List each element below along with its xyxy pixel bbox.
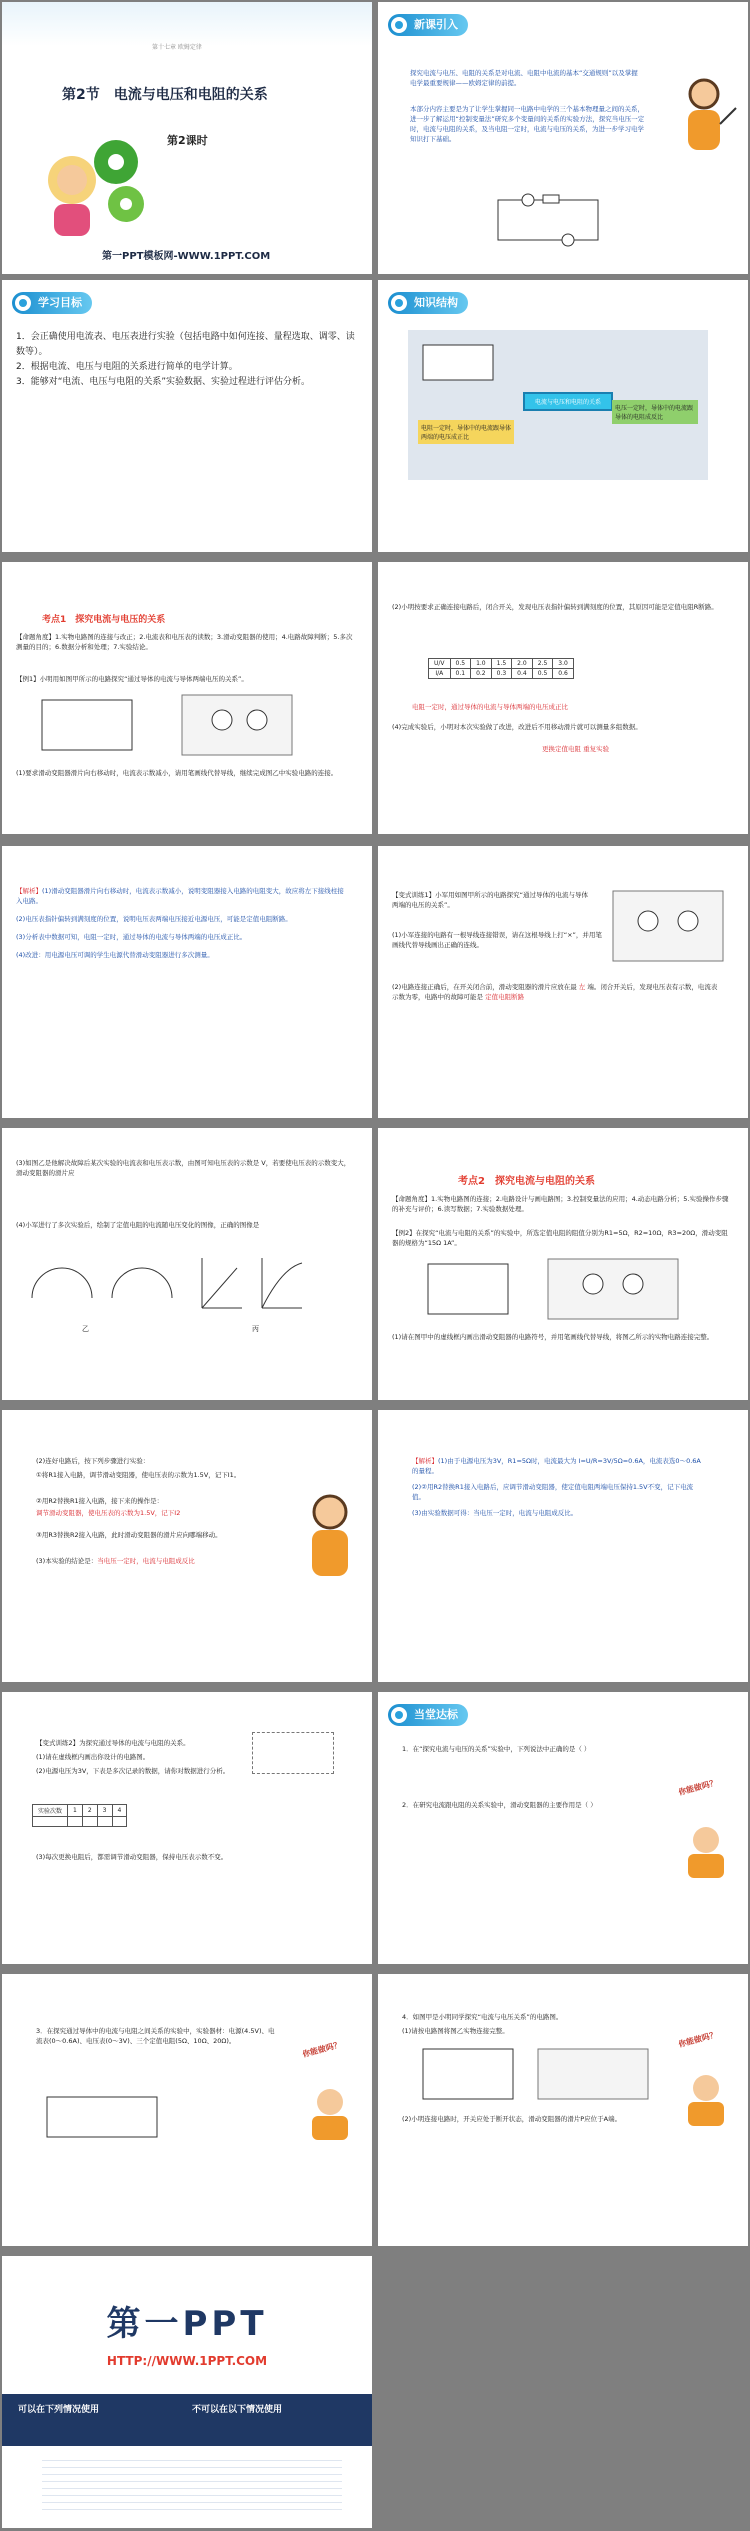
- can-you-do-it-stamp: 你能做吗？: [677, 2029, 719, 2050]
- circuit-figure: [42, 2092, 162, 2142]
- table-cell: [82, 1817, 97, 1827]
- step-3: ③用R3替换R2接入电路，此时滑动变阻器的滑片应向哪端移动。: [36, 1531, 222, 1539]
- slide-title: [2, 2, 372, 274]
- question-1: (1)请在图甲中的虚线框内画出滑动变阻器的电路符号，并用笔画线代替导线，将图乙所示的实物电路连接完整。: [392, 1333, 714, 1341]
- section-header: [388, 1704, 468, 1726]
- slide-topic2-steps: [2, 1410, 372, 1682]
- question-4: 4．如图甲是小明同学探究“电流与电压关系”的电路图。: [402, 2013, 563, 2021]
- brand-logo: 第一PPT: [106, 2304, 268, 2344]
- question-2: (2)小明按要求正确连接电路后，闭合开关，发现电压表指针偏转到满刻度的位置，其原因可能是定值电阻R断路。: [392, 603, 718, 611]
- table-cell: [33, 1817, 68, 1827]
- mindmap-panel: [408, 330, 708, 480]
- topic-title: 考点2 探究电流与电阻的关系: [458, 1176, 595, 1187]
- analysis-p1: [398, 1456, 718, 1476]
- header-label: 知识结构: [414, 296, 458, 309]
- brand-url: HTTP://WWW.1PPT.COM: [106, 2354, 268, 2368]
- table-cell: 1.5: [491, 659, 512, 669]
- analysis-p3: (3)由实验数据可得：当电压一定时，电流与电阻成反比。: [412, 1509, 578, 1517]
- teacher-illustration: [678, 74, 738, 164]
- question-3: (3)本实验的结论是：: [36, 1557, 98, 1565]
- table-row: [33, 1805, 127, 1817]
- slide-variant-1: [378, 846, 748, 1118]
- slide-objectives: [2, 280, 372, 552]
- figure-label-yi: 乙: [82, 1325, 89, 1333]
- topic-title: 考点1 探究电流与电压的关系: [42, 615, 166, 625]
- slide-topic1-data: [378, 562, 748, 834]
- slide-intro: [378, 2, 748, 274]
- table-row: [33, 1817, 127, 1827]
- answer-red: 更换定值电阻 重复实验: [542, 745, 610, 753]
- variant-title: 【变式训练2】为探究通过导体的电流与电阻的关系。: [36, 1739, 190, 1747]
- question-1: (1)请在虚线框内画出你设计的电路图。: [36, 1753, 150, 1761]
- question-2: (2)电路连接正确后，在开关闭合前，滑动变阻器的滑片应放在最: [392, 983, 577, 991]
- circuit-sketch-box: [252, 1732, 334, 1774]
- question-2: (2)电源电压为3V，下表是多次记录的数据，请你对数据进行分析。: [36, 1767, 230, 1775]
- slide-variant-2: [2, 1692, 372, 1964]
- header-label: 当堂达标: [414, 1708, 458, 1721]
- question-1: (1)小军连接的电路有一根导线连接错误，请在这根导线上打“×”，并用笔画线代替导线画出正确的连线。: [392, 931, 602, 949]
- table-row: [429, 659, 574, 669]
- brand-text: 第一PPT模板网-WWW.1PPT.COM: [102, 251, 271, 262]
- example-text: 【例2】在探究“电流与电阻的关系”的实验中，所选定值电阻的阻值分别为R1=5Ω，R2=10Ω，R3=20Ω，滑动变阻器的规格为“15Ω 1A”。: [392, 1229, 728, 1247]
- question-3: (3)每次更换电阻后，都需调节滑动变阻器，保持电压表示数不变。: [36, 1853, 228, 1861]
- intro-paragraph-2: 本部分内容主要是为了让学生掌握同一电路中电学的三个基本物理量之间的关系，进一步了解运用“控制变量法”研究多个变量间的关系的实验方法，探究当电压一定时，电流与电阻的关系，及当电阻一定时，电流与电压的关系，为进一步学习电学知识打下基础。: [410, 105, 645, 143]
- bullet-icon: [391, 295, 407, 311]
- section-header: [12, 292, 92, 314]
- question-1: 1．在“探究电流与电压的关系”实验中，下列说法中正确的是（ ）: [402, 1745, 591, 1753]
- question-4: (4)完成实验后，小明对本次实验做了改进，改进后不用移动滑片就可以测量多组数据。: [392, 723, 642, 731]
- data-table: [32, 1804, 127, 1827]
- question-2-row: [378, 982, 736, 1002]
- mindmap-left: 电阻一定时，导体中的电流跟导体两端的电压成正比: [418, 420, 514, 444]
- slide-topic2: [378, 1128, 748, 1400]
- objective-item: 1．会正确使用电流表、电压表进行实验（包括电路中如何连接、量程选取、调零、读数等）。: [16, 332, 355, 357]
- answer-1: 左: [578, 983, 586, 991]
- question-3: (3)如图乙是他解决故障后某次实验的电流表和电压表示数，由图可知电压表的示数是 V，若要使电压表的示数变大，滑动变阻器的滑片应: [16, 1159, 351, 1177]
- circuit-figures: [32, 690, 312, 760]
- table-cell: 4: [112, 1805, 127, 1817]
- slide-practice: [378, 1692, 748, 1964]
- table-cell: 2.5: [532, 659, 553, 669]
- analysis-p3: (3)分析表中数据可知，电阻一定时，通过导体的电流与导体两端的电压成正比。: [16, 933, 247, 941]
- table-cell: 0.1: [450, 669, 471, 679]
- table-cell: 0.4: [512, 669, 533, 679]
- slide-variant-1-cont: [2, 1128, 372, 1400]
- intro-paragraph: 探究电流与电压、电阻的关系是对电流、电阻中电流的基本“交通规则”以及掌握电学最重要规律——欧姆定律的前提。: [410, 69, 638, 87]
- analysis-p2: (2)②用R2替换R1接入电路后，应调节滑动变阻器，使定值电阻两端电压保持1.5V不变，记下电流值。: [412, 1483, 694, 1501]
- objective-item: 3．能够对“电流、电压与电阻的关系”实验数据、实验过程进行评估分析。: [16, 377, 311, 387]
- table-cell: 实验次数: [33, 1805, 68, 1817]
- header-label: 新课引入: [414, 18, 458, 31]
- table-cell: 1.0: [471, 659, 492, 669]
- gears-illustration: [36, 122, 146, 242]
- student-illustration: [678, 2070, 733, 2130]
- question-3: 3．在探究通过导体中的电流与电阻之间关系的实验中，实验器材：电源(4.5V)、电流表(0～0.6A)、电压表(0～3V)、三个定值电阻(5Ω、10Ω、20Ω)。: [36, 2027, 275, 2045]
- bullet-icon: [391, 17, 407, 33]
- question-2: 2．在研究电流跟电阻的关系实验中，滑动变阻器的主要作用是（ ）: [402, 1801, 597, 1809]
- table-cell: I/A: [429, 669, 451, 679]
- link-list: [42, 2454, 342, 2514]
- can-use-title: 可以在下列情况使用: [18, 2405, 100, 2415]
- data-table: [428, 658, 574, 679]
- table-cell: 0.3: [491, 669, 512, 679]
- analysis-p1: [2, 886, 362, 906]
- table-cell: 0.6: [553, 669, 574, 679]
- slide-topic1: [2, 562, 372, 834]
- circuit-figures: [418, 2044, 658, 2104]
- slide-practice-4: [378, 1974, 748, 2246]
- table-cell: 3.0: [553, 659, 574, 669]
- question-3: 端。闭合开关后，发现电压表有示数，电流表示数为零，电路中的故障可能是: [392, 983, 718, 1001]
- bullet-icon: [15, 295, 31, 311]
- figure-label-bing: 丙: [252, 1325, 259, 1333]
- analysis-label: 【解析】: [412, 1457, 438, 1465]
- analysis-p2: (2)电压表指针偏转到满刻度的位置，说明电压表两端电压接近电源电压，可能是定值电阻断路。: [16, 915, 292, 923]
- slide-subtitle: 第2课时: [167, 134, 208, 147]
- variant-title: 【变式训练1】小军用如图甲所示的电路探究“通过导体的电流与导体两端的电压的关系”。: [392, 891, 589, 909]
- slide-knowledge-structure: [378, 280, 748, 552]
- example-text: 【例1】小明用如图甲所示的电路探究“通过导体的电流与导体两端电压的关系”。: [16, 675, 248, 683]
- mindmap-center: 电流与电压和电阻的关系: [523, 392, 613, 411]
- series-tag: 第十七章 欧姆定律: [152, 44, 202, 51]
- table-cell: 0.5: [532, 669, 553, 679]
- table-cell: U/V: [429, 659, 451, 669]
- topic-intro: 【命题角度】1.实物电路图的连接；2.电路设计与画电路图；3.控制变量法的应用；4.动态电路分析；5.实验操作步骤的补充与评价；6.读写数据；7.实验数据处理。: [392, 1195, 729, 1213]
- topic-intro: 【命题角度】1.实物电路图的连接与改正；2.电流表和电压表的读数；3.滑动变阻器的使用；4.电路故障判断；5.多次测量的目的；6.数据分析和处理；7.实验结论。: [16, 633, 353, 651]
- header-label: 学习目标: [38, 296, 82, 309]
- slide-analysis-2: [378, 1410, 748, 1682]
- step-1: ①将R1接入电路，调节滑动变阻器，使电压表的示数为1.5V，记下I1。: [36, 1471, 241, 1479]
- table-cell: [97, 1817, 112, 1827]
- table-cell: [112, 1817, 127, 1827]
- bullet-icon: [391, 1707, 407, 1723]
- usage-bar: [2, 2394, 372, 2446]
- analysis-label: 【解析】: [16, 887, 42, 895]
- table-cell: 3: [97, 1805, 112, 1817]
- mindmap-circuit: [418, 340, 498, 385]
- meter-and-graph-figures: [22, 1248, 342, 1318]
- answer-2: 当电压一定时，电流与电阻成反比: [97, 1557, 195, 1565]
- cannot-use-title: 不可以在以下情况使用: [192, 2405, 283, 2415]
- table-row: [429, 669, 574, 679]
- conclusion-answer: 电阻一定时，通过导体的电流与导体两端的电压成正比: [412, 703, 568, 711]
- question-3-row: [22, 1556, 310, 1566]
- slide-practice-3: [2, 1974, 372, 2246]
- can-you-do-it-stamp: 你能做吗？: [677, 1777, 719, 1798]
- analysis-p4: (4)改进：用电源电压可调的学生电源代替滑动变阻器进行多次测量。: [16, 951, 214, 959]
- table-cell: 0.2: [471, 669, 492, 679]
- question-4: (4)小军进行了多次实验后，绘制了定值电阻的电流随电压变化的图像，正确的图像是: [16, 1221, 260, 1229]
- sub-question-1: (1)请按电路图将图乙实物连接完整。: [402, 2027, 509, 2035]
- table-cell: 0.5: [450, 659, 471, 669]
- slide-analysis-1: [2, 846, 372, 1118]
- circuit-figure: [608, 886, 728, 966]
- teacher-illustration: [302, 1490, 362, 1590]
- slide-brand-end: [2, 2256, 372, 2528]
- mindmap-right: 电压一定时，导体中的电流跟导体的电阻成反比: [612, 400, 698, 424]
- can-you-do-it-stamp: 你能做吗？: [301, 2039, 343, 2060]
- section-header: [388, 14, 468, 36]
- table-cell: 2: [82, 1805, 97, 1817]
- sub-question-2: (2)小明连接电路时，开关应处于断开状态，滑动变阻器的滑片P应位于A端。: [402, 2115, 622, 2123]
- circuit-figures: [418, 1254, 698, 1324]
- question-1: (1)要求滑动变阻器滑片向右移动时，电流表示数减小，请用笔画线代替导线，继续完成图乙中实验电路的连接。: [16, 769, 338, 777]
- step-2: ②用R2替换R1接入电路，接下来的操作是：: [36, 1497, 164, 1505]
- answer-1: 调节滑动变阻器，使电压表的示数为1.5V，记下I2: [36, 1509, 181, 1517]
- table-cell: 2.0: [512, 659, 533, 669]
- table-cell: 1: [68, 1805, 83, 1817]
- analysis-text: (1)滑动变阻器滑片向右移动时，电流表示数减小，说明变阻器接入电路的电阻变大，故应将左下接线柱接入电路。: [16, 887, 344, 905]
- slide-main-title: 第2节 电流与电压和电阻的关系: [62, 87, 268, 103]
- objective-item: 2．根据电流、电压与电阻的关系进行简单的电学计算。: [16, 362, 238, 372]
- section-header: [388, 292, 468, 314]
- question-2: (2)连好电路后，按下列步骤进行实验：: [36, 1457, 150, 1465]
- analysis-text: (1)由于电源电压为3V，R1=5Ω时，电流最大为 I=U/R=3V/5Ω=0.6A，电流表选0～0.6A的量程。: [412, 1457, 701, 1475]
- table-cell: [68, 1817, 83, 1827]
- circuit-diagram: [488, 190, 608, 250]
- answer-2: 定值电阻断路: [485, 993, 525, 1001]
- student-illustration: [302, 2084, 357, 2144]
- student-illustration: [678, 1822, 733, 1882]
